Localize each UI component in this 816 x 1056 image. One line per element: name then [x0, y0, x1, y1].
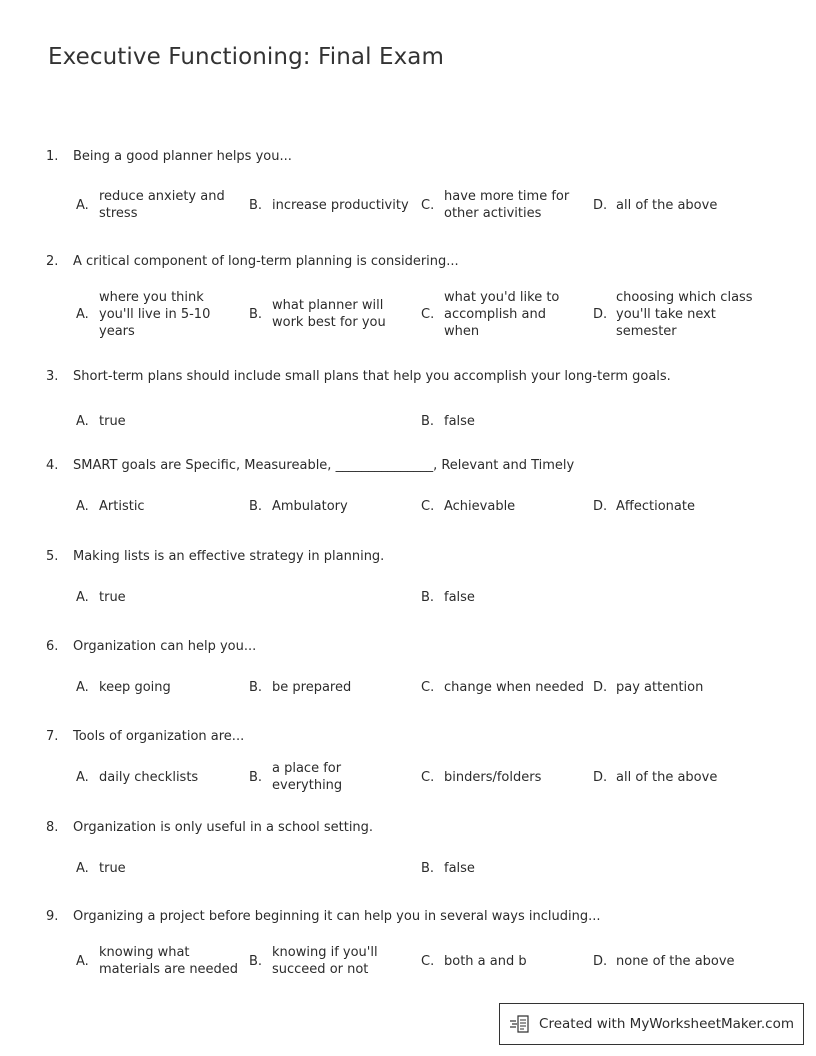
choice-text: false	[444, 860, 475, 876]
choice-text: have more time for other activities	[444, 189, 570, 221]
choice-text: all of the above	[616, 197, 718, 213]
choice-letter: B.	[249, 953, 263, 969]
answer-choice[interactable]	[249, 759, 412, 795]
footer-text: Created with MyWorksheetMaker.com	[539, 1016, 794, 1032]
answer-choice[interactable]	[593, 669, 756, 705]
answer-choice[interactable]	[421, 943, 584, 979]
choice-letter: A.	[76, 498, 89, 514]
question-number: 6.	[46, 639, 59, 654]
question-text: Tools of organization are...	[73, 729, 245, 744]
answer-choice[interactable]	[593, 289, 756, 339]
choice-text: pay attention	[616, 679, 704, 695]
choice-letter: A.	[76, 413, 89, 429]
choice-letter: A.	[76, 860, 89, 876]
answer-choice[interactable]	[249, 187, 412, 223]
choice-letter: D.	[593, 498, 608, 514]
question-text: Short-term plans should include small plans that help you accomplish your long-term goals.	[73, 369, 671, 384]
answer-choice[interactable]	[249, 943, 412, 979]
answer-choice[interactable]	[421, 403, 584, 439]
choice-letter: C.	[421, 498, 435, 514]
answer-choice[interactable]	[421, 289, 584, 339]
answer-choice[interactable]	[249, 488, 412, 524]
answer-choice[interactable]	[76, 488, 239, 524]
question-number: 1.	[46, 149, 59, 164]
choice-letter: B.	[421, 860, 435, 876]
answer-choice[interactable]	[421, 669, 584, 705]
answer-choice[interactable]	[76, 669, 239, 705]
choice-letter: C.	[421, 679, 435, 695]
answer-choice[interactable]	[421, 850, 584, 886]
choice-text: true	[99, 413, 126, 429]
choice-text: true	[99, 860, 126, 876]
choice-text: true	[99, 589, 126, 605]
choice-text: none of the above	[616, 953, 735, 969]
answer-choice[interactable]	[249, 296, 412, 332]
question-number: 8.	[46, 820, 59, 835]
choice-letter: A.	[76, 953, 89, 969]
question-number: 3.	[46, 369, 59, 384]
question-number: 5.	[46, 549, 59, 564]
answer-choice[interactable]	[593, 943, 756, 979]
choice-letter: C.	[421, 306, 435, 322]
choice-letter: C.	[421, 769, 435, 785]
answer-choice[interactable]	[593, 488, 756, 524]
choice-letter: A.	[76, 679, 89, 695]
answer-choice[interactable]	[76, 187, 239, 223]
question-text: A critical component of long-term planning is considering...	[73, 254, 459, 269]
choice-letter: D.	[593, 679, 608, 695]
choice-text: daily checklists	[99, 769, 199, 785]
choice-letter: B.	[249, 679, 263, 695]
question-text: Organization can help you...	[73, 639, 257, 654]
choice-letter: D.	[593, 306, 608, 322]
choice-letter: D.	[593, 769, 608, 785]
choice-text: choosing which class you'll take next semester	[616, 289, 753, 339]
question-text: Organization is only useful in a school setting.	[73, 820, 374, 835]
question-number: 9.	[46, 909, 59, 924]
choice-text: false	[444, 589, 475, 605]
page-title: Executive Functioning: Final Exam	[48, 44, 445, 70]
choice-text: all of the above	[616, 769, 718, 785]
answer-choice[interactable]	[76, 579, 239, 615]
choice-text: false	[444, 413, 475, 429]
answer-choice[interactable]	[421, 579, 584, 615]
choice-letter: B.	[249, 197, 263, 213]
answer-choice[interactable]	[76, 850, 239, 886]
question-text: Being a good planner helps you...	[73, 149, 292, 164]
question-number: 7.	[46, 729, 59, 744]
choice-letter: A.	[76, 197, 89, 213]
choice-letter: A.	[76, 589, 89, 605]
worksheet-maker-logo-icon	[509, 1013, 531, 1035]
choice-text: reduce anxiety and stress	[99, 189, 225, 221]
choice-text: Affectionate	[616, 498, 695, 514]
choice-text: knowing if you'll succeed or not	[272, 945, 378, 977]
choice-text: binders/folders	[444, 769, 542, 785]
choice-letter: C.	[421, 197, 435, 213]
choice-letter: D.	[593, 953, 608, 969]
choice-text: change when needed	[444, 679, 584, 695]
choice-letter: B.	[421, 413, 435, 429]
choice-text: knowing what materials are needed	[99, 945, 239, 977]
choice-text: Ambulatory	[272, 498, 348, 514]
choice-text: what planner will work best for you	[272, 298, 386, 330]
choice-text: increase productivity	[272, 197, 409, 213]
choice-text: where you think you'll live in 5-10 years	[99, 289, 211, 339]
question-text: SMART goals are Specific, Measureable, _______________, Relevant and Timely	[73, 458, 575, 473]
choice-text: be prepared	[272, 679, 352, 695]
answer-choice[interactable]	[76, 943, 239, 979]
choice-letter: A.	[76, 306, 89, 322]
answer-choice[interactable]	[421, 759, 584, 795]
answer-choice[interactable]	[76, 403, 239, 439]
answer-choice[interactable]	[76, 759, 239, 795]
choice-letter: A.	[76, 769, 89, 785]
answer-choice[interactable]	[593, 187, 756, 223]
choice-text: a place for everything	[272, 761, 343, 793]
choice-text: both a and b	[444, 953, 527, 969]
choice-letter: C.	[421, 953, 435, 969]
choice-letter: B.	[249, 306, 263, 322]
question-number: 4.	[46, 458, 59, 473]
question-number: 2.	[46, 254, 59, 269]
choice-letter: B.	[249, 498, 263, 514]
choice-text: keep going	[99, 679, 171, 695]
choice-letter: B.	[249, 769, 263, 785]
answer-choice[interactable]	[249, 669, 412, 705]
question-text: Organizing a project before beginning it can help you in several ways including...	[73, 909, 601, 924]
answer-choice[interactable]	[593, 759, 756, 795]
choice-text: Achievable	[444, 498, 516, 514]
question-text: Making lists is an effective strategy in planning.	[73, 549, 385, 564]
choice-text: Artistic	[99, 498, 145, 514]
choice-letter: B.	[421, 589, 435, 605]
answer-choice[interactable]	[421, 187, 584, 223]
choice-letter: D.	[593, 197, 608, 213]
choice-text: what you'd like to accomplish and when	[444, 289, 560, 339]
footer-badge[interactable]	[499, 1003, 804, 1045]
answer-choice[interactable]	[421, 488, 584, 524]
answer-choice[interactable]	[76, 289, 239, 339]
